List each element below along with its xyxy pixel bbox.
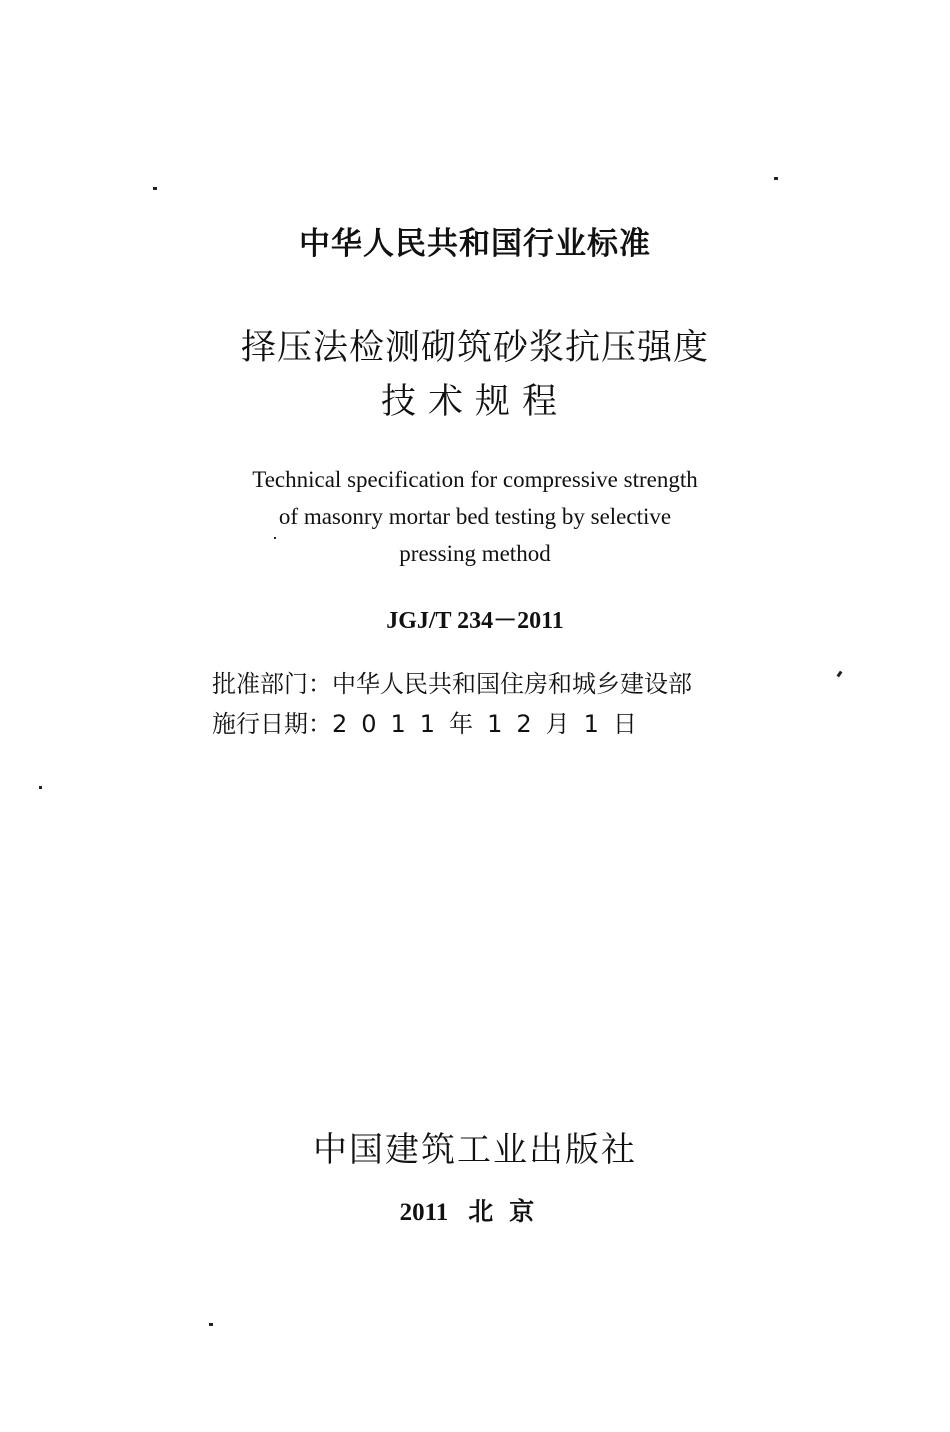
effective-date-label: 施行日期： — [212, 710, 332, 738]
publication-info — [0, 1192, 950, 1228]
standard-category: 中华人民共和国行业标准 — [299, 226, 651, 262]
publication-city: 北京 — [468, 1197, 551, 1226]
approval-department — [212, 664, 692, 699]
effective-date-value: 2011年12月1日 — [332, 710, 651, 738]
scan-speck — [774, 177, 778, 180]
title-english-line-2: of masonry mortar bed testing by selective — [278, 504, 672, 529]
title-english — [0, 461, 950, 572]
publisher: 中国建筑工业出版社 — [313, 1130, 637, 1170]
scan-speck — [837, 671, 843, 678]
title-chinese-line-1: 择压法检测砌筑砂浆抗压强度 — [240, 328, 709, 368]
standard-code: JGJ/T 234－2011 — [386, 608, 564, 634]
title-english-line-3: pressing method — [399, 541, 551, 566]
scan-speck — [274, 537, 276, 539]
scan-speck — [153, 187, 157, 190]
effective-date — [212, 704, 651, 739]
title-chinese-line-2: 技术规程 — [380, 382, 569, 422]
scan-speck — [39, 786, 42, 789]
approval-label: 批准部门： — [212, 670, 332, 698]
approval-value: 中华人民共和国住房和城乡建设部 — [332, 670, 692, 698]
publication-year: 2011 — [399, 1199, 449, 1226]
title-english-line-1: Technical specification for compressive strength — [252, 467, 698, 492]
scan-speck — [209, 1323, 213, 1326]
